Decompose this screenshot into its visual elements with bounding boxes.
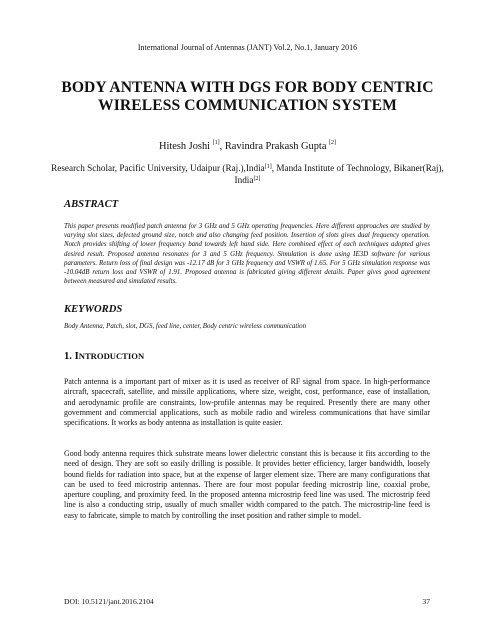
author-name: Ravindra Prakash Gupta	[224, 141, 327, 152]
running-head: International Journal of Antennas (JANT) Vol.2, No.1, January 2016	[137, 43, 358, 52]
keywords-body: Body Antenna, Patch, slot, DGS, feed line, center, Body centric wireless communication	[64, 323, 307, 330]
section-heading-introduction	[64, 351, 144, 362]
affiliation	[50, 162, 445, 186]
author-line	[0, 141, 495, 152]
author-ref: [2]	[329, 140, 337, 146]
author-name: Hitesh Joshi	[158, 141, 211, 152]
body-paragraph: Good body antenna requires thick substrate means lower dielectric constant this is because it fits according to the need of design. They are soft so easily drilling is possible. It provides better efficiency, larger bandwidth, loosely bound fields for radiation into space, but at the expense of larger element size. There are many configurations that can be used to feed microstrip antennas. There are four most popular feeding microstrip line, coaxial probe, aperture coupling, and proximity feed. In the proposed antenna microstrip feed line was used. The microstrip feed line is also a conducting strip, usually of much smaller width compared to the patch. The microstrip-line feed is easy to fabricate, simple to match by controlling the inset position and rather simple to model.	[64, 449, 430, 520]
affiliation-ref: [2]	[253, 176, 261, 182]
section-title-rest: NTRODUCTION	[78, 351, 145, 361]
author-separator: ,	[219, 141, 223, 152]
footer-doi: DOI: 10.5121/jant.2016.2104	[64, 597, 154, 606]
paper-title: BODY ANTENNA WITH DGS FOR BODY CENTRIC WIRELESS COMMUNICATION SYSTEM	[61, 79, 434, 114]
section-title-initial: I	[74, 351, 79, 362]
affiliation-text: , Manda Institute of Technology, Bikaner(Raj), India	[234, 163, 444, 185]
section-number: 1.	[64, 351, 72, 362]
affiliation-ref: [1]	[264, 164, 272, 170]
body-paragraph: Patch antenna is a important part of mixer as it is used as receiver of RF signal from space. In high-performance aircraft, spacecraft, satellite, and missile applications, where size, weight, cost, performance, ease of installation, and aerodynamic profile are constraints, low-profile antennas may be required. Presently there are many other government and commercial applications, such as mobile radio and wireless communications that have similar specifications. It works as body antenna as installation is quite easier.	[64, 377, 430, 428]
abstract-heading: ABSTRACT	[64, 199, 119, 210]
author-ref: [1]	[212, 140, 220, 146]
keywords-heading: KEYWORDS	[64, 304, 123, 315]
affiliation-text: Research Scholar, Pacific University, Udaipur (Raj.),India	[51, 163, 265, 173]
page-number: 37	[422, 597, 430, 606]
abstract-body: This paper presents modified patch antenna for 3 GHz and 5 GHz operating frequencies. Here different approaches are studied by varying slot sizes, defected ground size, notch and also changing feed position. Insertion of slots gives dual frequency operation. Notch provides shifting of lower frequency band towards left hand side. Here combined effect of each techniques adopted gives desired result. Proposed antenna resonates for 3 and 5 GHz frequency. Simulation is done using IE3D software for various parameters. Return loss of final design was -12.17 dB for 3 GHz frequency and VSWR of 1.65. For 5 GHz simulation response was -10.04dB return loss and VSWR of 1.91. Proposed antenna is fabricated giving different details. Paper gives good agreement between measured and simulated results.	[64, 223, 430, 286]
